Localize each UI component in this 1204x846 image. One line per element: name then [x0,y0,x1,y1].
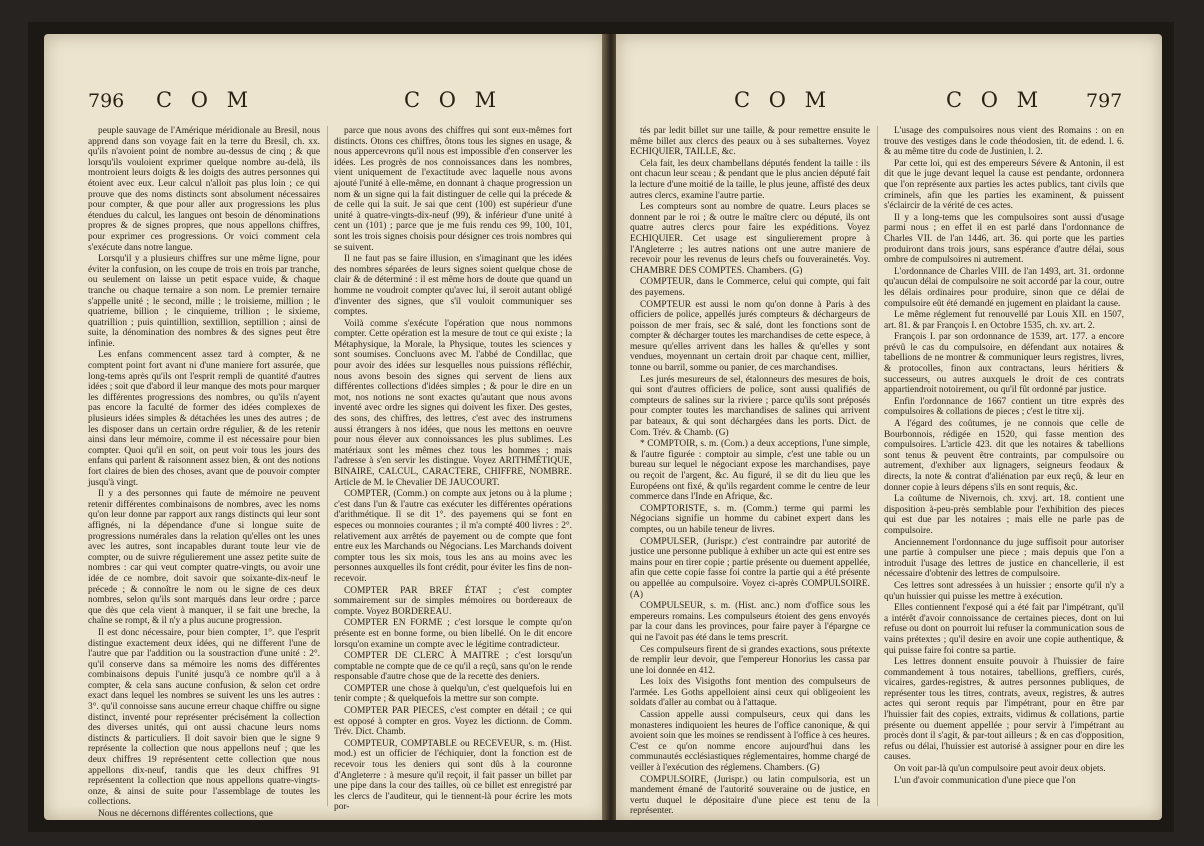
left-page-number: 796 [88,90,125,112]
paragraph: COMPTER, (Comm.) on compte aux jetons ou à la plume ; c'est dans l'un & l'autre cas exécuter les différentes opérations d'arithmétique. Il se dit 1°. des payemens qui se font en especes ou monnoies courantes ; il m'a compté 400 livres : 2°. relativement aux arrêtés de payement ou de compte que font entre eux les Marchands ou Négocians. Les Marchands doivent compter tous les six mois, tous les ans au moins avec les personnes auxquelles ils font crédit, pour éviter les fins de non-recevoir. [334,489,572,584]
right-headword-2: C O M [946,88,1045,112]
paragraph: Il ne faut pas se faire illusion, en s'imaginant que les idées des nombres séparées de leurs signes soient quelque chose de clair & de déterminé : il est même hors de doute que quand un homme ne voudroit compter qu'avec lui, il seroit autant obligé d'inventer des signes, que s'il vouloit communiquer ses comptes. [334,254,572,318]
column-rule [877,126,878,806]
paragraph: Lorsqu'il y a plusieurs chiffres sur une même ligne, pour éviter la confusion, on les coupe de trois en trois par tranche, ou seulement on laisse un petit espace vuide, & chaque tranche ou chaque ternaire a son nom. Le premier ternaire s'appelle unité ; le second, mille ; le troisieme, million ; le quatrieme, billion ; le cinquieme, trillion ; le sixieme, quatrillion ; puis quintillion, sextillion, septillion ; ainsi de suite, la dénomination des nombres & des signes peut être infinie. [88,254,320,349]
paragraph: Ces compulseurs firent de si grandes exactions, sous prétexte de remplir leur devoir, que l'empereur Honorius les cassa par une loi donnée en 412. [630,644,870,676]
paragraph: COMPTER PAR PIECES, c'est compter en détail ; ce qui est opposé à compter en gros. Voyez les dictionn. de Comm. Trév. Dict. Chamb. [334,706,572,738]
paragraph: COMPTEUR est aussi le nom qu'on donne à Paris à des officiers de police, appellés jurés compteurs & déchargeurs de poisson de mer frais, sec & salé, dont les fonctions sont de compter & décharger toutes les marchandises de cette espece, à mesure qu'elles arrivent dans les halles & qu'elles y sont vendues, moyennant un certain droit par chaque cent, millier, tonne ou barril, somme ou panier, de ces marchandises. [630,299,870,374]
left-headword-2: C O M [404,88,503,112]
right-column-2 [884,126,1124,810]
paragraph: Enfin l'ordonnance de 1667 contient un titre exprès des compulsoires & collations de pieces ; c'est le titre xij. [884,396,1124,418]
paragraph: COMPTORISTE, s. m. (Comm.) terme qui parmi les Négocians signifie un homme du cabinet expert dans les comptes, ou un habile teneur de livres. [630,503,870,535]
right-page-number: 797 [1086,90,1123,112]
paragraph: Voilà comme s'exécute l'opération que nous nommons compter. Cette opération est la mesure de tout ce qui existe ; la Métaphysique, la Morale, la Physique, toutes les sciences y sont soumises. Concluons avec M. l'abbé de Condillac, que pour avoir des idées sur lesquelles nous puissions réfléchir, nous avons besoin des signes qui servent de liens aux différentes collections d'idées simples ; & pour le dire en un mot, nos notions ne sont exactes qu'autant que nous avons inventé avec ordre les signes qui doivent les fixer. Des gestes, des sons, des chiffres, des lettres, c'est avec des instrumens aussi étrangers à nos idées, que nous les mettons en oeuvre pour nous élever aux connoissances les plus sublimes. Les matériaux sont les mêmes chez tous les hommes ; mais l'adresse à s'en servir les distingue. Voyez ARITHMÉTIQUE, BINAIRE, CALCUL, CARACTERE, CHIFFRE, NOMBRE. Article de M. le Chevalier DE JAUCOURT. [334,318,572,488]
paragraph: Cela fait, les deux chambellans députés fendent la taille : ils ont chacun leur sceau ; & pendant que le plus ancien député fait la lecture d'une moitié de la taille, le plus jeune, affisté des deux autres clercs, examine l'autre partie. [630,158,870,201]
paragraph: * COMPTOIR, s. m. (Com.) a deux acceptions, l'une simple, & l'autre figurée : comptoir au simple, c'est une table ou un bureau sur lequel le négociant expose les marchandises, paye ou reçoit de l'argent, &c. Au figuré, il se dit du lieu que les Européens ont fixé, & qu'ils regardent comme le centre de leur commerce dans l'Inde en Afrique, &c. [630,439,870,503]
paragraph: Les lettres donnent ensuite pouvoir à l'huissier de faire commandement à tous notaires, tabellions, greffiers, curés, vicaires, gardes-registres, & autres personnes publiques, de représenter tous les titres, contrats, aveux, registres, & autres actes qui seront requis par l'impétrant, pour en être par l'huissier fait des copies, extraits, vidimus & collations, partie présente ou duement appellée ; pour servir à l'impétrant au procès dont il s'agit, & par-tout ailleurs ; & en cas d'opposition, refus ou délai, l'huissier est autorisé à assigner pour en dire les causes. [884,657,1124,763]
paragraph: COMPULSOIRE, (Jurispr.) ou latin compulsoria, est un mandement émané de l'autorité souveraine ou de justice, en vertu duquel le dépositaire d'une piece est tenu de la représenter. [630,774,870,817]
paragraph: Les compteurs sont au nombre de quatre. Leurs places se donnent par le roi ; & outre le maître clerc ou député, ils ont quatre autres clercs pour faire les expéditions. Voyez ECHIQUIER. Cet usage est singulierement propre à l'Angleterre ; les autres nations ont une autre maniere de recevoir pour les revenus de leurs chefs ou fouverainetés. Voy. CHAMBRE DES COMPTES. Chambers. (G) [630,202,870,276]
paragraph: Ces lettres sont adressées à un huissier ; ensorte qu'il n'y a qu'un huissier qui puisse les mettre à exécution. [884,580,1124,602]
paragraph: parce que nous avons des chiffres qui sont eux-mêmes fort distincts. Otons ces chiffres, ôtons tous les signes en usage, & nous appercevrons qu'il nous est impossible d'en conserver les idées. Les progrès de nos connoissances dans les nombres, vient uniquement de l'exactitude avec laquelle nous avons ajouté l'unité à elle-même, en donnant à chaque progression un nom & un signe qui la fait distinguer de celle qui la précede & de celle qui la suit. Je sai que cent (100) est supérieur d'une unité à quatre-vingts-dix-neuf (99), & inférieur d'une unité à cent un (101) ; parce que je me fuis rendu ces 99, 100, 101, sont les trois signes choisis pour désigner ces trois nombres qui se suivent. [334,126,572,253]
left-column-2 [334,126,572,813]
paragraph: Les loix des Visigoths font mention des compulseurs de l'armée. Les Goths appelloient ainsi ceux qui obligeoient les soldats d'aller au combat ou à l'attaque. [630,677,870,709]
right-page [616,34,1162,820]
paragraph: COMPTER une chose à quelqu'un, c'est quelquefois lui en tenir compte ; & quelquefois la mettre sur son compte. [334,683,572,705]
paragraph: Elles contiennent l'exposé qui a été fait par l'impétrant, qu'il a intérêt d'avoir connoissance de certaines pieces, dont on lui refuse ou dont on pourroit lui refuser la communication sous de vains prétextes ; qu'il desire en avoir une copie authentique, & qui puisse faire foi contre sa partie. [884,603,1124,656]
paragraph: COMPTEUR, dans le Commerce, celui qui compte, qui fait des payemens. [630,277,870,298]
paragraph: L'ordonnance de Charles VIII. de l'an 1493, art. 31. ordonne qu'aucun délai de compulsoire ne soit accordé par la cour, outre les délais ordinaires pour produire, sinon que ce délai de compulsoire eût été demandé en jugement en plaidant la cause. [884,266,1124,309]
paragraph: François I. par son ordonnance de 1539, art. 177. a encore prévû le cas du compulsoire, en défendant aux notaires & tabellions de ne montrer & communiquer leurs registres, livres, & protocolles, finon aux contractans, leurs héritiers & successeurs, ou autres auxquels le droit de ces contrats appartiendroit notoirement, ou qu'il fût ordonné par justice. [884,332,1124,396]
paragraph: L'un d'avoir communication d'une piece que l'on [894,775,1076,786]
right-column-1 [630,126,870,817]
paragraph: Les enfans commencent assez tard à compter, & ne comptent point fort avant ni d'une maniere fort assurée, que long-tems après qu'ils ont l'esprit rempli de quantité d'autres idées ; soit que d'abord il leur manque des mots pour marquer les différentes progressions des nombres, ou qu'ils n'ayent pas encore la faculté de former des idées complexes de plusieurs idées simples & détachées les unes des autres ; de les disposer dans un certain ordre régulier, & de les retenir ainsi dans leur mémoire, comme il est nécessaire pour bien compter. Quoi qu'il en soit, on peut voir tous les jours des enfans qui parlent & raisonnent assez bien, & ont des notions fort claires de bien des choses, avant que de pouvoir compter jusqu'à vingt. [88,350,320,488]
paragraph: COMPTEUR, COMPTABLE ou RECEVEUR, s. m. (Hist. mod.) est un officier de l'échiquier, dont la fonction est de recevoir tous les deniers qui sont dûs à la couronne d'Angleterre : à mesure qu'il reçoit, il fait passer un billet par une pipe dans la cour des tailles, où ce billet est enregistré par les clercs de l'auditeur, qui le tiennent-là pour écrire les mots por- [334,738,572,813]
paragraph: Cassion appelle aussi compulseurs, ceux qui dans les monasteres indiquoient les heures de l'office canonique, & qui avoient soin que les moines se rendissent à l'office à ces heures. C'est ce qu'on nomme encore aujourd'hui dans les communautés ecclésiastiques réglementaires, homme chargé de veiller à l'exécution des réglemens. Chambers. (G) [630,710,870,774]
paragraph: La coûtume de Nivernois, ch. xxvj. art. 18. contient une disposition à-peu-près semblable pour l'exhibition des pieces qui est due par les notaires ; mais elle ne parle pas de compulsoire. [884,494,1124,536]
paragraph: COMPULSER, (Jurispr.) c'est contraindre par autorité de justice une personne publique à exhiber un acte qui est entre ses mains pour en tirer copie ; partie présente ou duement appellée, afin que cette copie fasse foi contre la partie qui a été présente ou appellée au compulsoire. Voyez ci-après COMPULSOIRE. (A) [630,536,870,600]
paragraph: A l'égard des coûtumes, je ne connois que celle de Bourbonnois, rédigée en 1520, qui fasse mention des compulsoires. L'article 423. dit que les notaires & tabellions sont tenus & peuvent être contraints, par compulsoire ou autrement, d'exhiber aux lignagers, seigneurs feodaux & directs, la note & contrat d'aliénation par eux reçû, & leur en donner copie à leurs dépens s'ils en sont requis, &c. [884,419,1124,493]
paragraph: Il y a long-tems que les compulsoires sont aussi d'usage parmi nous ; en effet il en est parlé dans l'ordonnance de Charles VII. de l'an 1446, art. 36. qui porte que les parties produiront dans trois jours, sans espérance d'autre délai, sous ombre de compulsoires ni autrement. [884,212,1124,266]
book-spread [28,22,1174,832]
paragraph: L'usage des compulsoires nous vient des Romains : on en trouve des vestiges dans le code théodosien, tit. de edend. l. 6. & au même titre du code de Justinien, l. 2. [884,126,1124,158]
paragraph: COMPTER EN FORME ; c'est lorsque le compte qu'on présente est en bonne forme, ou bien libellé. On le dit encore lorsqu'on examine un compte avec le légitime contradicteur. [334,618,572,650]
paragraph: On voit par-là qu'un compulsoire peut avoir deux objets. [894,764,1106,775]
paragraph: peuple sauvage de l'Amérique méridionale au Bresil, nous apprend dans son voyage fait en la terre du Bresil, ch. xx. qu'ils n'avoient point de nombre au-dessus de cinq ; & que lorsqu'ils vouloient exprimer quelque nombre au-delà, ils montroient leurs doigts & les doigts des autres personnes qui étoient avec eux. Leur calcul n'alloit pas plus loin ; ce qui prouve que des noms distincts sont absolument nécessaires pour compter, & que pour aller aux progressions les plus étendues du calcul, les langues ont besoin de dénominations propres & de signes propres, que nous appellons chiffres, pour exprimer ces progressions. Or voici comment cela s'exécute dans notre langue. [88,126,320,253]
paragraph: Le même réglement fut renouvellé par Louis XII. en 1507, art. 81. & par François I. en Octobre 1535, ch. xv. art. 2. [884,310,1124,331]
paragraph: Anciennement l'ordonnance du juge suffisoit pour autoriser une partie à compulser une piece ; mais depuis que l'on a introduit l'usage des lettres de justice en chancellerie, il est nécessaire d'obtenir des lettres de compulsoire. [884,537,1124,580]
right-running-head [616,86,1162,126]
paragraph: Par cette loi, qui est des empereurs Sévere & Antonin, il est dit que le juge devant lequel la cause est pendante, ordonnera que l'on représente aux parties les actes publics, tant civils que criminels, afin que les parties les examinent, & puissent s'éclaircir de la vérité de ces actes. [884,158,1124,212]
left-column-1 [88,126,320,819]
paragraph: COMPTER DE CLERC À MAITRE ; c'est lorsqu'un comptable ne compte que de ce qu'il a reçû, sans qu'on le rende responsable d'autre chose que de la recette des deniers. [334,651,572,683]
paragraph: Il est donc nécessaire, pour bien compter, 1°. que l'esprit distingue exactement deux idées, qui ne different l'une de l'autre que par l'addition ou la soustraction d'une unité : 2°. qu'il conserve dans sa mémoire les noms des différentes combinaisons depuis l'unité jusqu'à ce nombre qu'il a à compter, & cela sans aucune confusion, & selon cet ordre exact dans lequel les nombres se suivent les uns les autres : 3°. qu'il connoisse sans aucune erreur chaque chiffre ou signe distinct, inventé pour représenter précisément la collection des diverses unités, qui ont aussi chacune leurs noms distincts & particuliers. Il doit savoir bien que le signe 9 représente la collection que nous appellons neuf ; que les deux chiffres 19 représentent cette collection que nous appellons dix-neuf, tandis que les deux chiffres 91 représentent la collection que nous appellons quatre-vingts-onze, & ainsi de suite pour l'assemblage de toutes les collections. [88,627,320,808]
paragraph: tés par ledit billet sur une taille, & pour remettre ensuite le même billet aux clercs des peaux ou à ses subalternes. Voyez ECHIQUIER, TAILLE, &c. [630,126,870,158]
left-running-head [44,86,606,126]
paragraph: Les jurés mesureurs de sel, étalonneurs des mesures de bois, qui sont d'autres officiers de police, sont aussi qualifiés de compteurs de salines sur la riviere ; parce qu'ils sont préposés pour compter toutes les marchandises de salines qui arrivent par bateaux, & qui sont déchargées dans les ports. Dict. de Com. Trév. & Chamb. (G) [630,374,870,438]
paragraph: COMPTER PAR BREF ÉTAT ; c'est compter sommairement sur de simples mémoires ou bordereaux de compte. Voyez BORDEREAU. [334,585,572,617]
paragraph: Nous ne décernons différentes collections, que [98,809,273,819]
paragraph: COMPULSEUR, s. m. (Hist. anc.) nom d'office sous les empereurs romains. Les compulseurs étoient des gens envoyés par la cour dans les provinces, pour faire payer à l'épargne ce qui ne l'avoit pas été dans le tems prescrit. [630,601,870,643]
right-headword-1: C O M [734,88,833,112]
paragraph: Il y a des personnes qui faute de mémoire ne peuvent retenir différentes combinaisons de nombres, avec les noms qu'on leur donne par rapport aux rangs distincts qui leur sont affignés, ni la dépendance d'une si longue suite de progressions numérales dans la relation qu'elles ont les unes avec les autres, sont incapables durant toute leur vie de compter, ou de suivre régulierement une assez petite suite de nombres : car qui veut compter quatre-vingts, ou avoir une idée de ce nombre, doit savoir que soixante-dix-neuf le précede ; & connoître le nom ou le signe de ces deux nombres, selon qu'ils sont marqués dans leur ordre ; parce que dès que cela vient à manquer, il se fait une breche, la chaîne se rompt, & il n'y a plus aucune progression. [88,489,320,627]
column-rule [327,126,328,806]
left-page [44,34,606,820]
left-headword-1: C O M [156,88,255,112]
